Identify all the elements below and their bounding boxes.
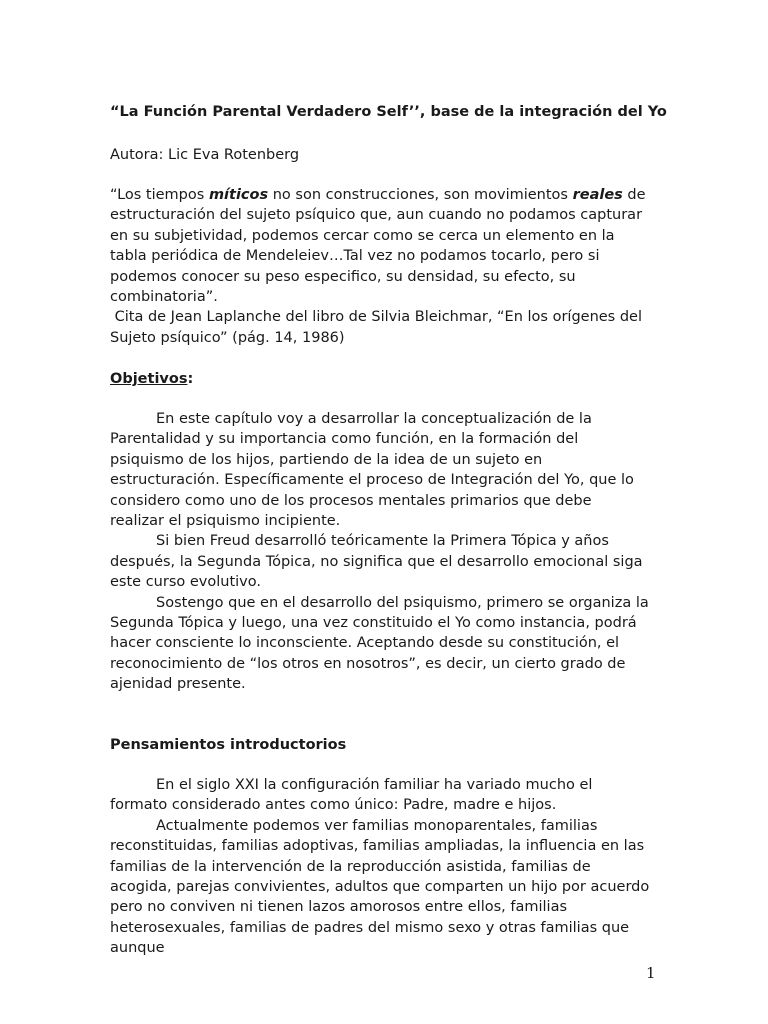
objetivos-paragraph: Si bien Freud desarrolló teóricamente la Primera Tópica y años después, la Segunda Tópica, no significa que el desarrollo emocional siga este curso evolutivo. (110, 533, 643, 591)
epigraph-quote (110, 185, 650, 307)
epigraph-text-start: “Los tiempos (110, 187, 209, 203)
epigraph (110, 185, 650, 348)
document-author: Autora: Lic Eva Rotenberg (110, 147, 300, 163)
section-heading-pensamientos: Pensamientos introductorios (110, 737, 347, 753)
objetivos-paragraph: En este capítulo voy a desarrollar la conceptualización de la Parentalidad y su importancia como función, en la formación del psiquismo de los hijos, partiendo de la idea de un sujeto en estructuración. Específicamente el proceso de Integración del Yo, que lo considero como uno de los procesos mentales primarios que debe realizar el psiquismo incipiente. (110, 411, 634, 530)
section-pensamientos-body (110, 775, 650, 959)
pensamientos-paragraph: En el siglo XXI la configuración familiar ha variado mucho el formato considerado antes como único: Padre, madre e hijos. (110, 777, 593, 814)
epigraph-emphasis-miticos: míticos (208, 187, 269, 203)
section-objetivos-body (110, 409, 650, 695)
epigraph-text-middle: no son construcciones, son movimientos (268, 187, 573, 203)
epigraph-emphasis-reales: reales (572, 187, 623, 203)
objetivos-heading-colon: : (187, 371, 194, 387)
objetivos-heading-text: Objetivos (110, 371, 188, 387)
epigraph-citation: Cita de Jean Laplanche del libro de Silvia Bleichmar, “En los orígenes del Sujeto psíquico” (pág. 14, 1986) (110, 309, 647, 346)
pensamientos-paragraph: Actualmente podemos ver familias monoparentales, familias reconstituidas, familias adoptivas, familias ampliadas, la influencia en las familias de la intervención de la reproducción asistida, familias de acogida, parejas convivientes, adultos que comparten un hijo por acuerdo pero no conviven ni tienen lazos amorosos entre ellos, familias heterosexuales, familias de padres del mismo sexo y otras familias que aunque (110, 817, 650, 957)
page-number: 1 (646, 964, 656, 982)
epigraph-text-end: de estructuración del sujeto psíquico que, aun cuando no podamos capturar en su subjetividad, podemos cercar como se cerca un elemento en la tabla periódica de Mendeleiev…Tal vez no podamos tocarlo, pero si podemos conocer su peso especifico, su densidad, su efecto, su combinatoria”. (110, 187, 646, 306)
document-title: “La Función Parental Verdadero Self’’, base de la integración del Yo (110, 104, 667, 120)
objetivos-paragraph: Sostengo que en el desarrollo del psiquismo, primero se organiza la Segunda Tópica y luego, una vez constituido el Yo como instancia, podrá hacer consciente lo inconsciente. Aceptando desde su constitución, el reconocimiento de “los otros en nosotros”, es decir, un cierto grado de ajenidad presente. (110, 594, 649, 693)
section-heading-objetivos (110, 369, 193, 389)
